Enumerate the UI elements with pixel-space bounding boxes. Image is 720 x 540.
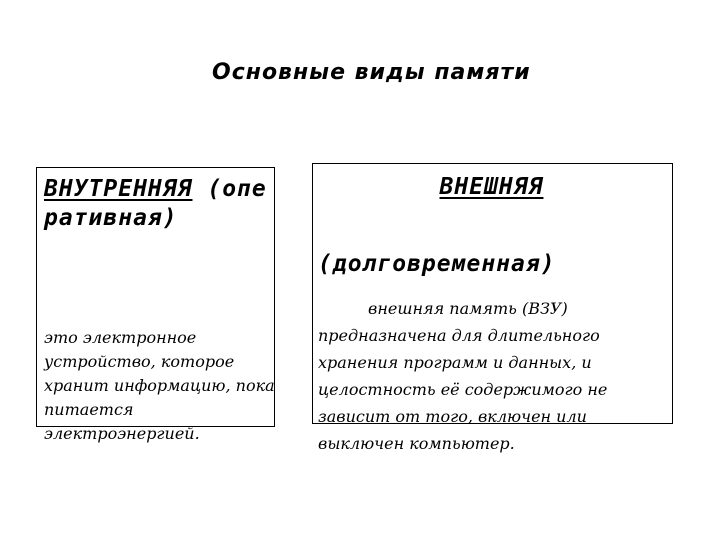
external-memory-title: ВНЕШНЯЯ — [439, 174, 544, 200]
internal-memory-subtitle: (оперативная) — [44, 176, 267, 231]
internal-memory-description: это электронное устройство, которое хранит информацию, пока питается электроэнергией. — [44, 328, 275, 443]
slide-title: Основные виды памяти — [212, 60, 531, 85]
internal-memory-title: ВНУТРЕННЯЯ — [44, 176, 193, 202]
external-memory-description: внешняя память (ВЗУ) предназначена для длительного хранения программ и данных, и целостность её содержимого не зависит от того, включен или выключен компьютер. — [318, 299, 608, 453]
external-memory-heading — [312, 174, 671, 200]
internal-memory-heading — [44, 175, 276, 233]
external-memory-subtitle: (долговременная) — [318, 251, 556, 277]
